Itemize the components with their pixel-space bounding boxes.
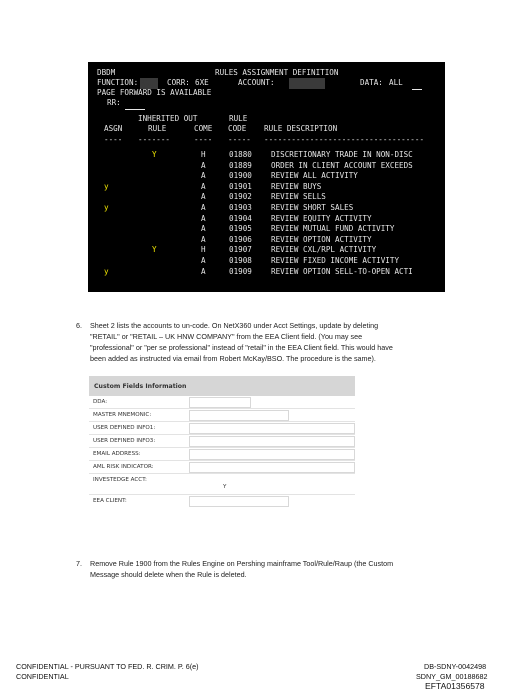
field-row-eea-client xyxy=(89,495,355,507)
corr-value: 6XE xyxy=(195,78,209,87)
rule-row-code: 01902 xyxy=(229,192,252,202)
step-7 xyxy=(76,558,456,584)
field-label-dda: DDA: xyxy=(93,399,108,405)
field-row-email-address xyxy=(89,448,355,461)
field-row-user-defined-info1 xyxy=(89,422,355,435)
field-label-email-address: EMAIL ADDRESS: xyxy=(93,451,141,457)
field-label-eea-client: EEA CLIENT: xyxy=(93,498,127,504)
field-row-investedge-acct xyxy=(89,474,355,495)
header-rule-top: RULE xyxy=(229,114,248,123)
rule-row-asgn: y xyxy=(104,203,109,212)
rule-row-description: REVIEW MUTUAL FUND ACTIVITY xyxy=(271,224,395,234)
user-defined-info3-input[interactable] xyxy=(189,436,355,447)
rule-row-inherited: Y xyxy=(152,245,157,255)
rule-row-description: REVIEW SHORT SALES xyxy=(271,203,354,212)
rule-row xyxy=(88,245,445,256)
dash-rule: ------- xyxy=(138,135,171,144)
step-6-line-3: "professional" or "per se professional" instead of "retail" in the EEA Client field. This would have xyxy=(90,343,393,352)
account-label: ACCOUNT: xyxy=(238,78,275,87)
rule-row-come: A xyxy=(201,203,206,212)
data-value: ALL xyxy=(389,78,403,87)
master-mnemonic-input[interactable] xyxy=(189,410,289,421)
footer-efta-number: EFTA01356578 xyxy=(425,681,485,691)
rule-row-come: A xyxy=(201,192,206,202)
rule-row-code: 01909 xyxy=(229,266,252,276)
rule-row-code: 01907 xyxy=(229,245,252,255)
field-row-user-defined-info3 xyxy=(89,435,355,448)
field-row-aml-risk-indicator xyxy=(89,461,355,474)
rule-row xyxy=(88,203,445,214)
rule-row xyxy=(88,161,445,172)
header-inherited-out: INHERITED OUT xyxy=(138,114,198,123)
rule-row-code: 01904 xyxy=(229,213,252,223)
header-code: CODE xyxy=(228,124,247,133)
paging-message: PAGE FORWARD IS AVAILABLE xyxy=(97,88,212,97)
eea-client-input[interactable] xyxy=(189,496,289,507)
rule-row-description: REVIEW ALL ACTIVITY xyxy=(271,171,358,181)
custom-fields-title: Custom Fields Information xyxy=(94,383,187,390)
screen-title: RULES ASSIGNMENT DEFINITION xyxy=(215,68,339,77)
rule-row-code: 01901 xyxy=(229,181,252,191)
rule-row-description: REVIEW SELLS xyxy=(271,192,326,202)
rule-row xyxy=(88,235,445,246)
rule-row xyxy=(88,267,445,278)
investedge-acct-value: Y xyxy=(223,484,227,490)
function-value-redacted: RAUP xyxy=(140,78,159,87)
step-7-line-1: Remove Rule 1900 from the Rules Engine on Pershing mainframe Tool/Rule/Raup (the Custom xyxy=(90,559,394,568)
rr-label: RR: xyxy=(107,98,121,107)
step-6-line-2: "RETAIL" or "RETAIL – UK HNW COMPANY" from the EEA Client field. (You may see xyxy=(90,332,363,341)
rule-row-description: REVIEW EQUITY ACTIVITY xyxy=(271,213,372,223)
rule-row-asgn: y xyxy=(104,266,109,276)
email-address-input[interactable] xyxy=(189,449,355,460)
rule-row-come: A xyxy=(201,171,206,181)
dash-come: ---- xyxy=(194,135,213,144)
custom-fields-header xyxy=(89,376,355,396)
step-7-number: 7. xyxy=(76,559,82,568)
field-label-investedge-acct: INVESTEDGE ACCT: xyxy=(93,477,147,483)
corr-label: CORR: xyxy=(167,78,190,87)
rr-input-underline xyxy=(125,98,145,110)
rule-row-description: REVIEW OPTION ACTIVITY xyxy=(271,234,372,244)
rule-row-inherited: Y xyxy=(152,150,157,159)
rule-row-code: 01905 xyxy=(229,224,252,234)
rule-row-come: H xyxy=(201,150,206,159)
rule-row-description: REVIEW BUYS xyxy=(271,181,322,191)
header-asgn: ASGN xyxy=(104,124,123,133)
footer-confidential-notice: CONFIDENTIAL - PURSUANT TO FED. R. CRIM. P. 6(e) xyxy=(16,662,199,671)
dda-input[interactable] xyxy=(189,397,251,408)
rule-row xyxy=(88,150,445,161)
data-input-underline xyxy=(412,78,422,90)
rule-row-code: 01889 xyxy=(229,160,252,170)
rule-row xyxy=(88,256,445,267)
rule-row xyxy=(88,224,445,235)
header-come: COME xyxy=(194,124,213,133)
rule-row xyxy=(88,214,445,225)
header-rule-description: RULE DESCRIPTION xyxy=(264,124,338,133)
rule-row-come: A xyxy=(201,181,206,191)
account-value-redacted xyxy=(289,78,325,89)
custom-fields-panel xyxy=(89,376,355,518)
step-6-number: 6. xyxy=(76,321,82,330)
rule-row-code: 01880 xyxy=(229,150,252,159)
data-label: DATA: xyxy=(360,78,383,87)
dash-code: ----- xyxy=(228,135,251,144)
rule-row-description: REVIEW CXL/RPL ACTIVITY xyxy=(271,245,377,255)
footer-bates-sdny: SDNY_GM_00188682 xyxy=(416,672,488,681)
rule-row-come: A xyxy=(201,160,206,170)
rule-row-code: 01900 xyxy=(229,171,252,181)
header-rule: RULE xyxy=(148,124,167,133)
rule-row-description: DISCRETIONARY TRADE IN NON-DISC xyxy=(271,150,413,159)
field-row-dda xyxy=(89,396,355,409)
rule-row-code: 01908 xyxy=(229,256,252,265)
rule-row-come: A xyxy=(201,266,206,276)
rule-row-asgn: y xyxy=(104,181,109,191)
rule-row-come: H xyxy=(201,245,206,255)
rule-row-description: REVIEW OPTION SELL-TO-OPEN ACTI xyxy=(271,266,413,276)
rule-row-description: ORDER IN CLIENT ACCOUNT EXCEEDS xyxy=(271,160,413,170)
field-row-master-mnemonic xyxy=(89,409,355,422)
rule-row-come: A xyxy=(201,234,206,244)
rule-row-come: A xyxy=(201,224,206,234)
footer-confidential: CONFIDENTIAL xyxy=(16,672,69,681)
rule-row-description: REVIEW FIXED INCOME ACTIVITY xyxy=(271,256,400,265)
mainframe-terminal-screenshot xyxy=(88,62,445,292)
step-6-line-4: been added as instructed via email from Robert McKay/BSO. The procedure is the same). xyxy=(90,354,376,363)
step-7-line-2: Message should delete when the Rule is deleted. xyxy=(90,570,247,579)
step-6 xyxy=(76,320,456,368)
rule-row-come: A xyxy=(201,213,206,223)
function-label: FUNCTION: xyxy=(97,78,139,87)
field-label-user-defined-info3: USER DEFINED INFO3: xyxy=(93,438,156,444)
field-label-master-mnemonic: MASTER MNEMONIC: xyxy=(93,412,152,418)
rule-row xyxy=(88,171,445,182)
user-defined-info1-input[interactable] xyxy=(189,423,355,434)
rule-row xyxy=(88,192,445,203)
rule-row-come: A xyxy=(201,256,206,265)
field-label-user-defined-info1: USER DEFINED INFO1: xyxy=(93,425,156,431)
field-label-aml-risk-indicator: AML RISK INDICATOR: xyxy=(93,464,154,470)
aml-risk-indicator-input[interactable] xyxy=(189,462,355,473)
step-6-line-1: Sheet 2 lists the accounts to un-code. On NetX360 under Acct Settings, update by deleting xyxy=(90,321,379,330)
rule-row-code: 01903 xyxy=(229,203,252,212)
footer-bates-db: DB-SDNY-0042498 xyxy=(424,662,487,671)
dash-asgn: ---- xyxy=(104,135,123,144)
rule-row xyxy=(88,182,445,193)
screen-name: DBDM xyxy=(97,68,116,77)
dash-description: ----------------------------------- xyxy=(264,135,425,144)
rule-row-code: 01906 xyxy=(229,234,252,244)
